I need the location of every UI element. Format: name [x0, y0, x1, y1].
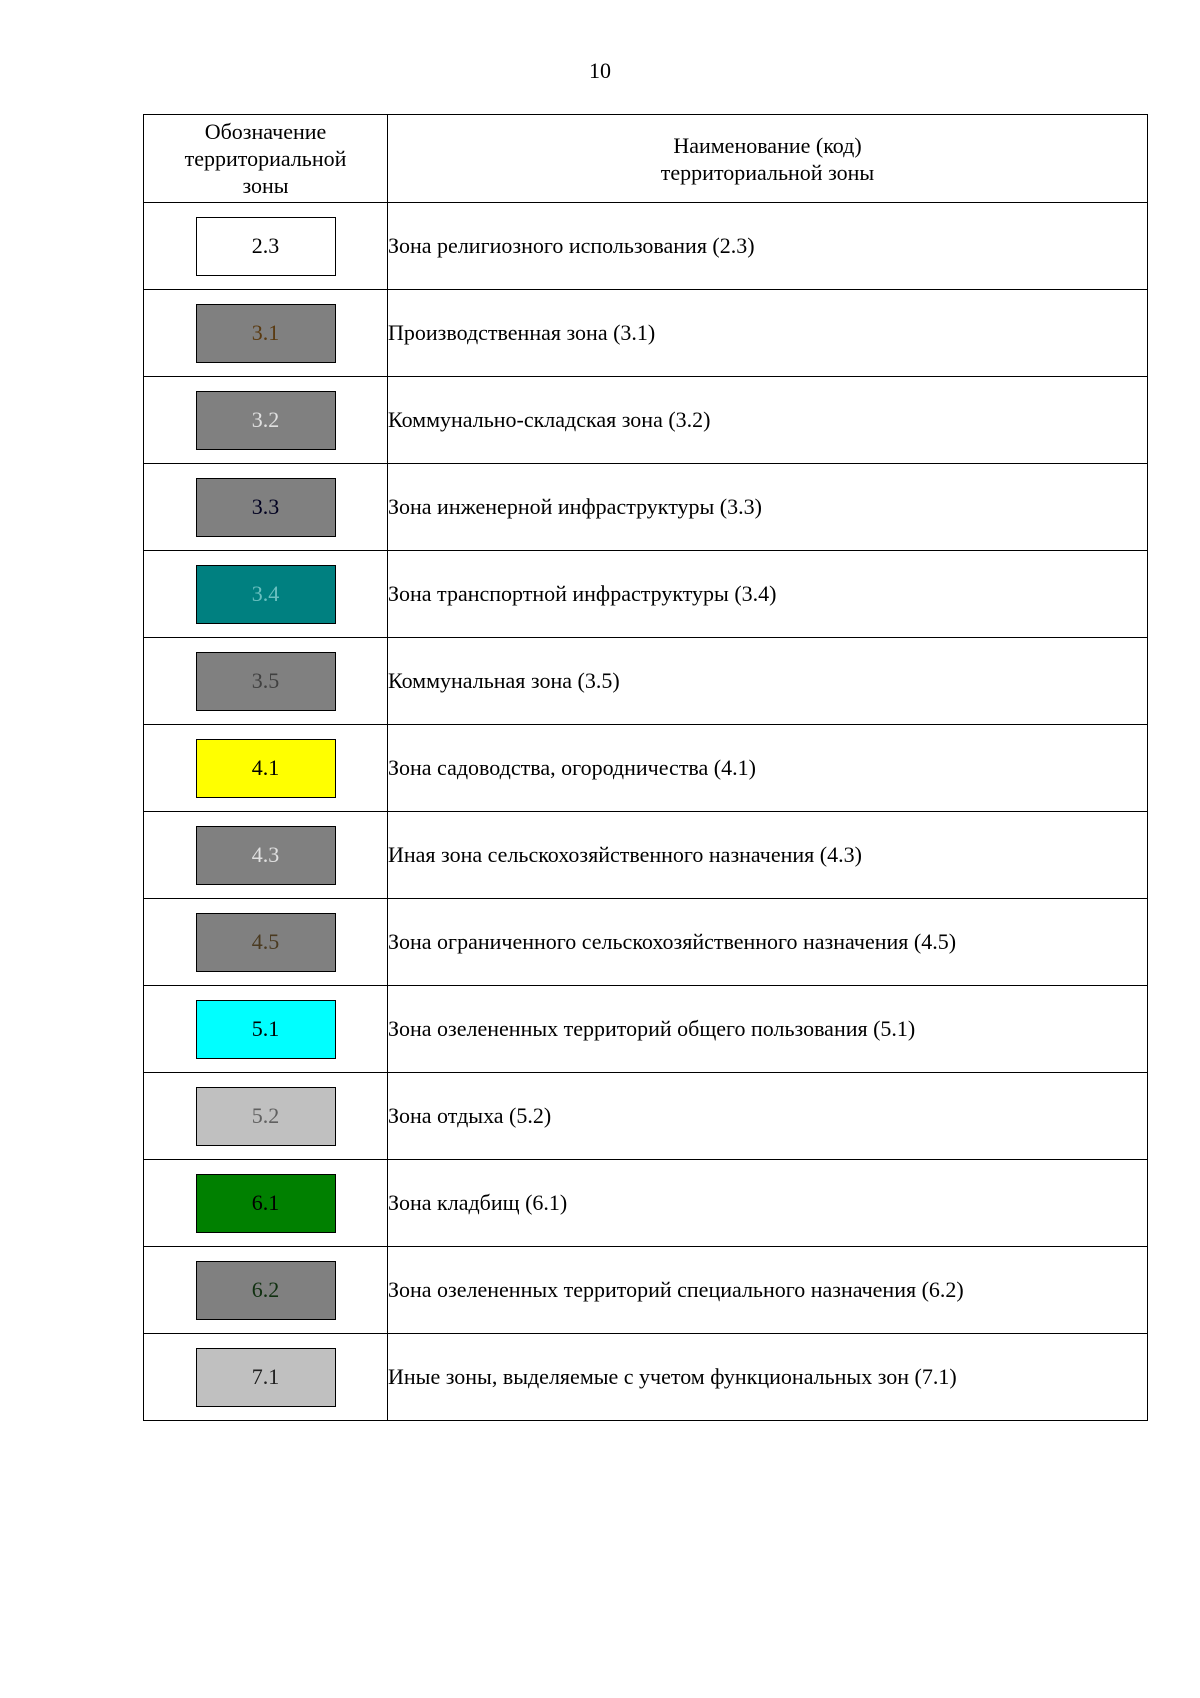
header-name: [388, 115, 1148, 203]
zone-swatch-cell: [144, 986, 388, 1073]
table-row: [144, 986, 1148, 1073]
zone-color-swatch: 5.2: [196, 1087, 336, 1146]
header-designation-line: территориальной: [184, 146, 347, 171]
zone-name: Зона озелененных территорий общего пользования (5.1): [388, 986, 1148, 1073]
zone-name: Зона инженерной инфраструктуры (3.3): [388, 464, 1148, 551]
zone-swatch-cell: [144, 464, 388, 551]
zone-swatch-cell: [144, 290, 388, 377]
table-row: [144, 1247, 1148, 1334]
zone-color-swatch: 4.3: [196, 826, 336, 885]
zone-name: Зона отдыха (5.2): [388, 1073, 1148, 1160]
header-name-line: Наименование (код): [673, 132, 862, 158]
zone-name: Зона религиозного использования (2.3): [388, 203, 1148, 290]
zone-color-swatch: 2.3: [196, 217, 336, 276]
zone-name: Иные зоны, выделяемые с учетом функциональных зон (7.1): [388, 1334, 1148, 1421]
zone-color-swatch: 4.1: [196, 739, 336, 798]
zone-color-swatch: 3.2: [196, 391, 336, 450]
zone-swatch-cell: [144, 899, 388, 986]
header-designation-line: Обозначение: [204, 119, 327, 144]
table-row: [144, 551, 1148, 638]
zone-color-swatch: 3.1: [196, 304, 336, 363]
table-row: [144, 464, 1148, 551]
table-row: [144, 638, 1148, 725]
zone-color-swatch: 3.4: [196, 565, 336, 624]
table-row: [144, 899, 1148, 986]
zone-name: Производственная зона (3.1): [388, 290, 1148, 377]
table-row: [144, 203, 1148, 290]
zone-color-swatch: 4.5: [196, 913, 336, 972]
zone-color-swatch: 3.5: [196, 652, 336, 711]
zone-swatch-cell: [144, 1160, 388, 1247]
zone-swatch-cell: [144, 1073, 388, 1160]
table-row: [144, 725, 1148, 812]
table-row: [144, 377, 1148, 464]
zone-swatch-cell: [144, 203, 388, 290]
table-row: [144, 812, 1148, 899]
zone-swatch-cell: [144, 1247, 388, 1334]
zone-swatch-cell: [144, 638, 388, 725]
zone-name: Коммунальная зона (3.5): [388, 638, 1148, 725]
header-designation: [144, 115, 388, 203]
table-row: [144, 1160, 1148, 1247]
zone-swatch-cell: [144, 551, 388, 638]
zone-name: Зона озелененных территорий специального назначения (6.2): [388, 1247, 1148, 1334]
table-row: [144, 290, 1148, 377]
header-name-line: территориальной зоны: [660, 159, 875, 185]
table-header-row: [144, 115, 1148, 203]
zones-table: [143, 114, 1148, 1421]
zone-swatch-cell: [144, 1334, 388, 1421]
zone-name: Зона садоводства, огородничества (4.1): [388, 725, 1148, 812]
table-row: [144, 1334, 1148, 1421]
zone-name: Коммунально-складская зона (3.2): [388, 377, 1148, 464]
zone-name: Иная зона сельскохозяйственного назначения (4.3): [388, 812, 1148, 899]
zone-color-swatch: 5.1: [196, 1000, 336, 1059]
header-designation-line: зоны: [242, 173, 289, 198]
page-number: 10: [589, 58, 611, 83]
zone-name: Зона ограниченного сельскохозяйственного назначения (4.5): [388, 899, 1148, 986]
zone-color-swatch: 6.2: [196, 1261, 336, 1320]
zone-swatch-cell: [144, 725, 388, 812]
zone-name: Зона кладбищ (6.1): [388, 1160, 1148, 1247]
zone-color-swatch: 6.1: [196, 1174, 336, 1233]
zone-swatch-cell: [144, 812, 388, 899]
zone-color-swatch: 3.3: [196, 478, 336, 537]
table-row: [144, 1073, 1148, 1160]
zones-table-body: [144, 203, 1148, 1421]
zone-color-swatch: 7.1: [196, 1348, 336, 1407]
zone-name: Зона транспортной инфраструктуры (3.4): [388, 551, 1148, 638]
zone-swatch-cell: [144, 377, 388, 464]
